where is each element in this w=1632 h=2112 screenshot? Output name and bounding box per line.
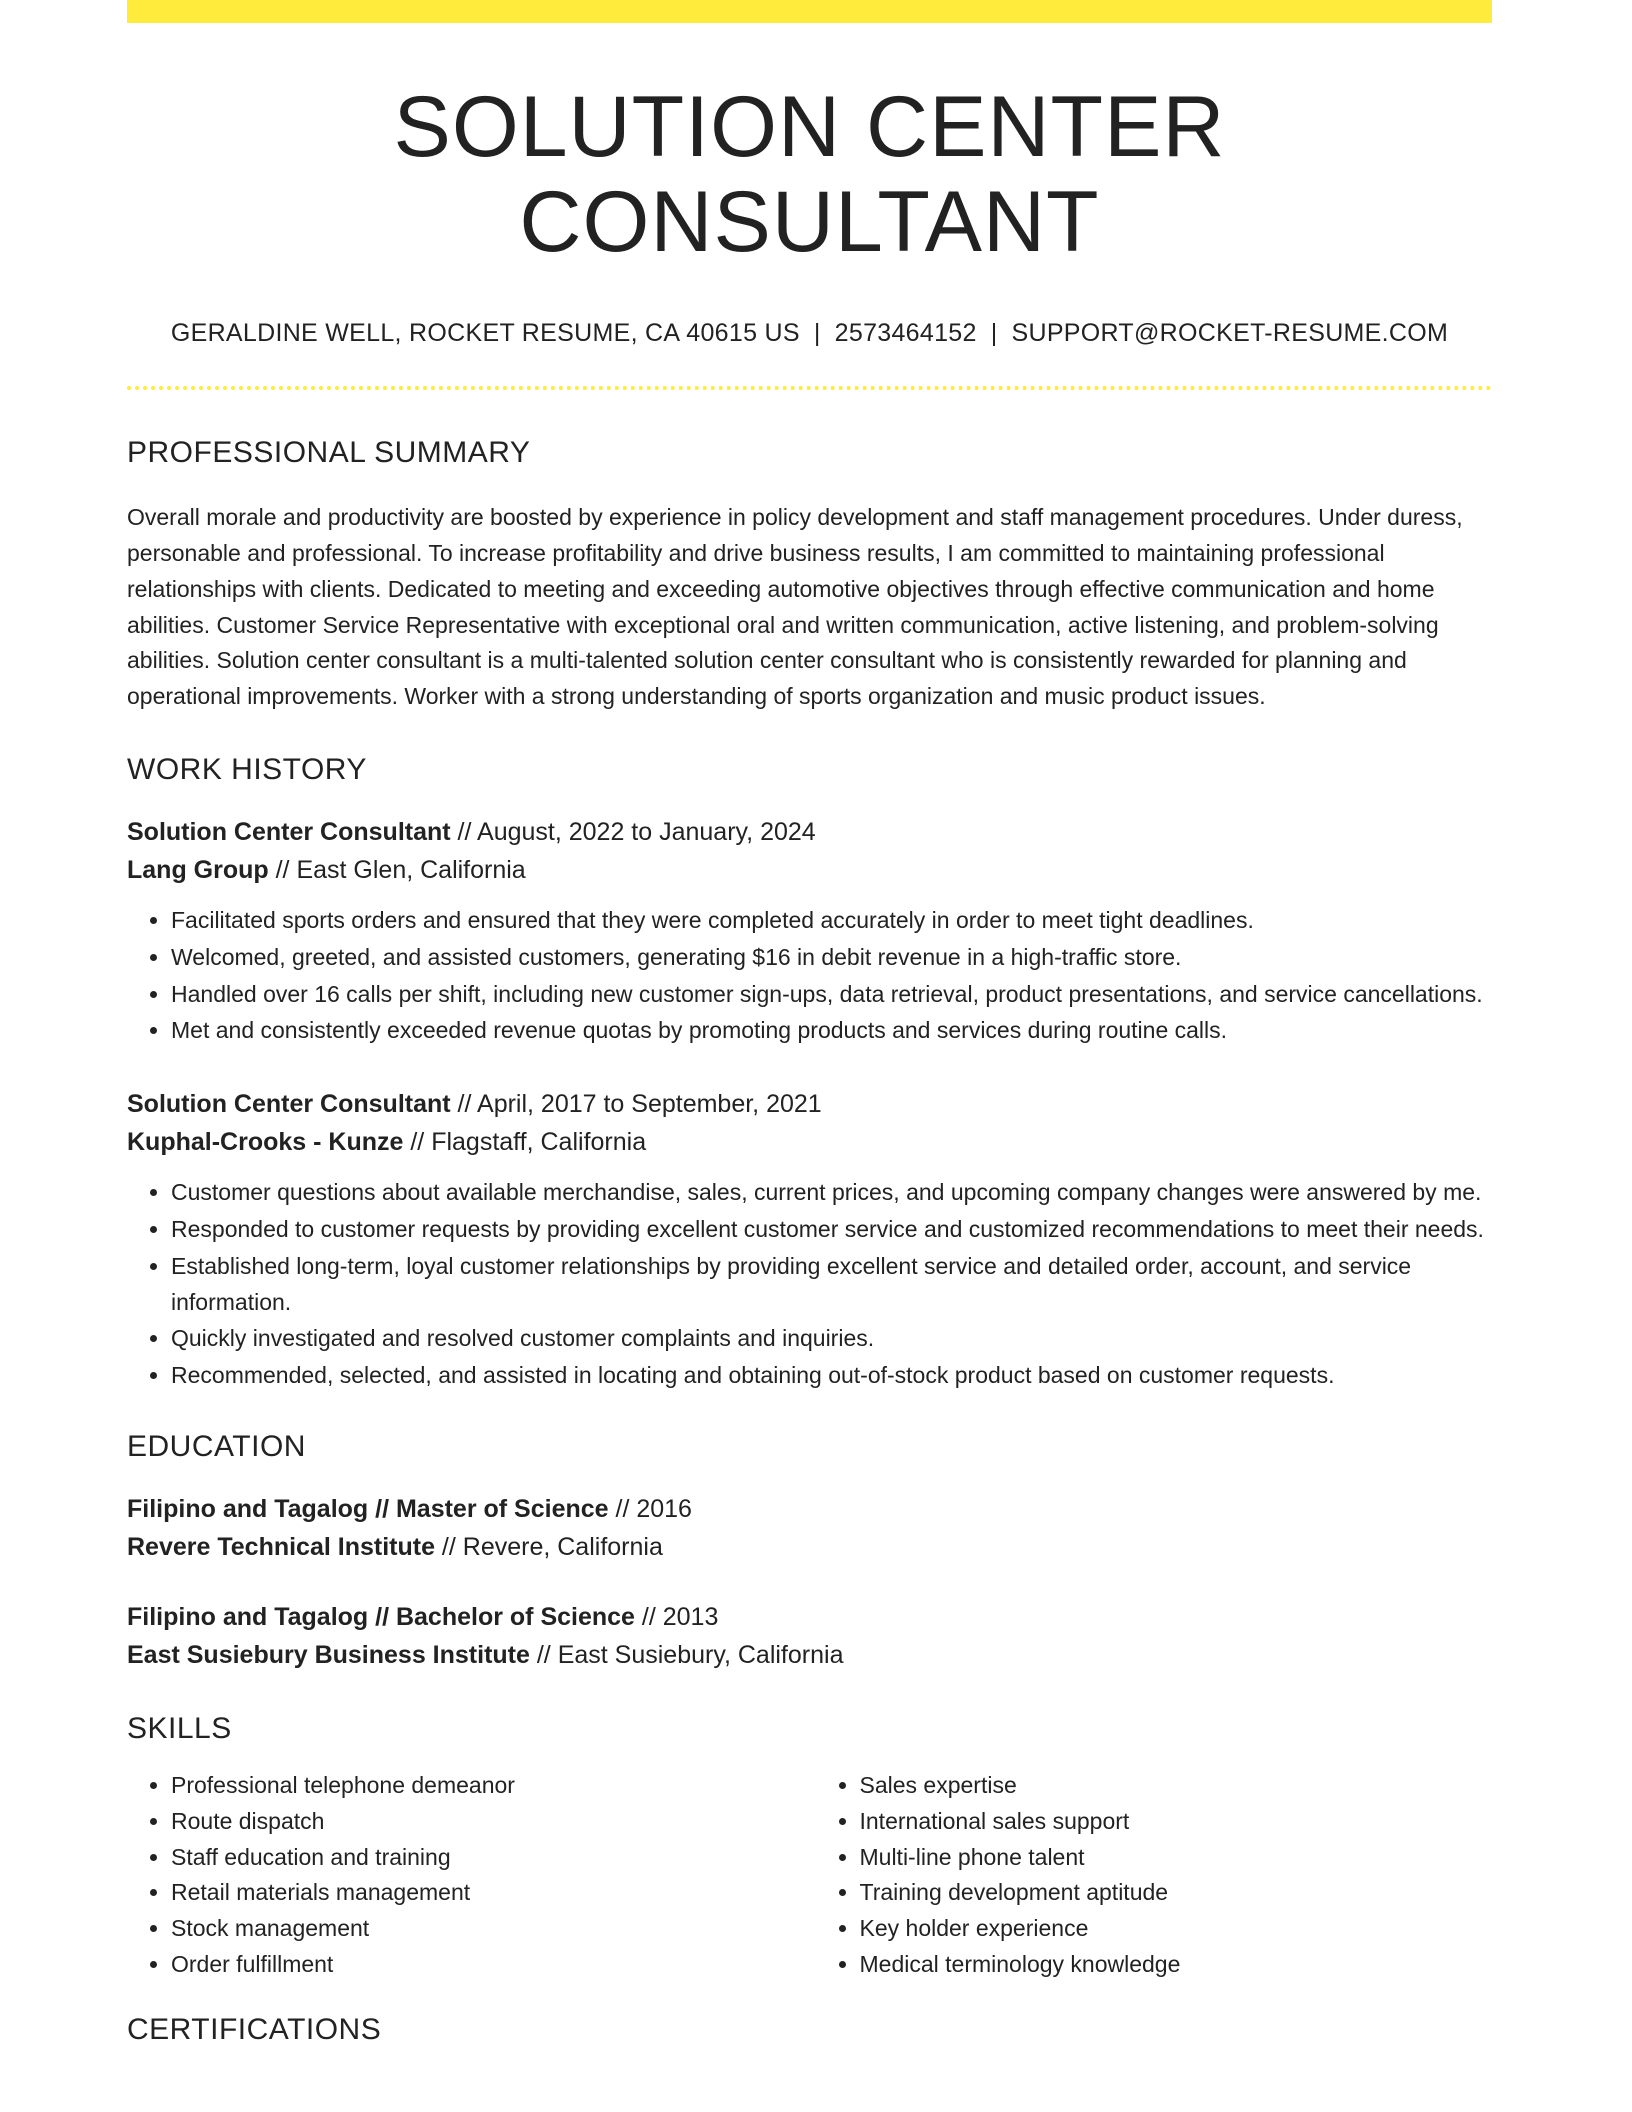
job-title-line (127, 1085, 1492, 1123)
contact-separator: | (990, 319, 998, 348)
summary-text: Overall morale and productivity are boosted by experience in policy development and staff management procedures. Under duress, personable and professional. To increase profitability and drive business results, I am committed to maintaining professional relationships with clients. Dedicated to meeting and exceeding automotive objectives through effective communication and home abilities. Customer Service Representative with exceptional oral and written communication, active listening, and problem-solving abilities. Solution center consultant is a multi-talented solution center consultant who is consistently rewarded for planning and operational improvements. Worker with a strong understanding of sports organization and music product issues. (127, 504, 1463, 710)
education-school: East Susiebury Business Institute (127, 1640, 530, 1669)
page-title: SOLUTION CENTER CONSULTANT (393, 79, 1226, 270)
skill-item: • Retail materials management (171, 1875, 810, 1911)
skill-item: • Staff education and training (171, 1840, 810, 1876)
skills-list (127, 1768, 1492, 1983)
skill-item: • Medical terminology knowledge (860, 1947, 1493, 1983)
job-dates: // August, 2022 to January, 2024 (450, 817, 816, 846)
list-item: • Facilitated sports orders and ensured that they were completed accurately in order to meet tight deadlines. (171, 903, 1492, 939)
skill-item: • Professional telephone demeanor (171, 1768, 810, 1804)
skill-item: • Stock management (171, 1911, 810, 1947)
education-entry (127, 1490, 1492, 1566)
divider (127, 386, 1492, 390)
job-dates: // April, 2017 to September, 2021 (450, 1090, 822, 1119)
job-title: Solution Center Consultant (127, 1090, 451, 1119)
skill-item: • Route dispatch (171, 1804, 810, 1840)
contact-email[interactable]: SUPPORT@ROCKET-RESUME.COM (1011, 319, 1449, 348)
skill-item: • Sales expertise (860, 1768, 1493, 1804)
contact-phone: 2573464152 (834, 319, 977, 348)
contact-line (127, 319, 1492, 348)
job-bullets (127, 1175, 1492, 1394)
skill-item: • Multi-line phone talent (860, 1840, 1493, 1876)
job-location: // East Glen, California (268, 855, 526, 884)
job-title: Solution Center Consultant (127, 817, 451, 846)
skill-item: • Training development aptitude (860, 1875, 1493, 1911)
education-school-line (127, 1636, 1492, 1674)
section-heading-education: EDUCATION (127, 1429, 306, 1463)
education-degree-line (127, 1598, 1492, 1636)
contact-separator: | (813, 319, 821, 348)
job-title-line (127, 813, 1492, 851)
list-item: • Handled over 16 calls per shift, including new customer sign-ups, data retrieval, product presentations, and service cancellations. (171, 977, 1492, 1013)
job-company: Kuphal-Crooks - Kunze (127, 1128, 404, 1157)
education-school-line (127, 1528, 1492, 1566)
education-year: // 2016 (608, 1494, 692, 1523)
skill-item: • Key holder experience (860, 1911, 1493, 1947)
section-heading-work-history: WORK HISTORY (127, 752, 367, 786)
job-company: Lang Group (127, 855, 269, 884)
skill-item: • International sales support (860, 1804, 1493, 1840)
section-heading-certifications: CERTIFICATIONS (127, 2012, 382, 2046)
job-location: // Flagstaff, California (403, 1128, 647, 1157)
education-entry (127, 1598, 1492, 1674)
job-company-line (127, 851, 1492, 889)
education-degree-line (127, 1490, 1492, 1528)
education-degree: Filipino and Tagalog // Bachelor of Science (127, 1602, 635, 1631)
skills-column-left (127, 1768, 810, 1983)
resume-page (127, 0, 1492, 2047)
job-bullets (127, 903, 1492, 1049)
list-item: • Responded to customer requests by providing excellent customer service and customized recommendations to meet their needs. (171, 1212, 1492, 1248)
section-heading-skills: SKILLS (127, 1711, 232, 1745)
list-item: • Welcomed, greeted, and assisted customers, generating $16 in debit revenue in a high-traffic store. (171, 940, 1492, 976)
education-location: // Revere, California (434, 1532, 663, 1561)
section-heading-summary: PROFESSIONAL SUMMARY (127, 436, 531, 470)
list-item: • Customer questions about available merchandise, sales, current prices, and upcoming company changes were answered by me. (171, 1175, 1492, 1211)
job-company-line (127, 1123, 1492, 1161)
education-year: // 2013 (634, 1602, 719, 1631)
education-degree: Filipino and Tagalog // Master of Science (127, 1494, 609, 1523)
list-item: • Established long-term, loyal customer relationships by providing excellent service and detailed order, account, and service information. (171, 1249, 1492, 1321)
list-item: • Met and consistently exceeded revenue quotas by promoting products and services during routine calls. (171, 1013, 1492, 1049)
list-item: • Quickly investigated and resolved customer complaints and inquiries. (171, 1321, 1492, 1357)
accent-bar (127, 0, 1492, 23)
list-item: • Recommended, selected, and assisted in locating and obtaining out-of-stock product based on customer requests. (171, 1358, 1492, 1394)
education-school: Revere Technical Institute (127, 1532, 435, 1561)
job-entry (127, 1085, 1492, 1394)
education-location: // East Susiebury, California (529, 1640, 844, 1669)
contact-address: GERALDINE WELL, ROCKET RESUME, CA 40615 US (170, 319, 800, 348)
job-entry (127, 813, 1492, 1049)
skill-item: • Order fulfillment (171, 1947, 810, 1983)
skills-column-right (810, 1768, 1493, 1983)
